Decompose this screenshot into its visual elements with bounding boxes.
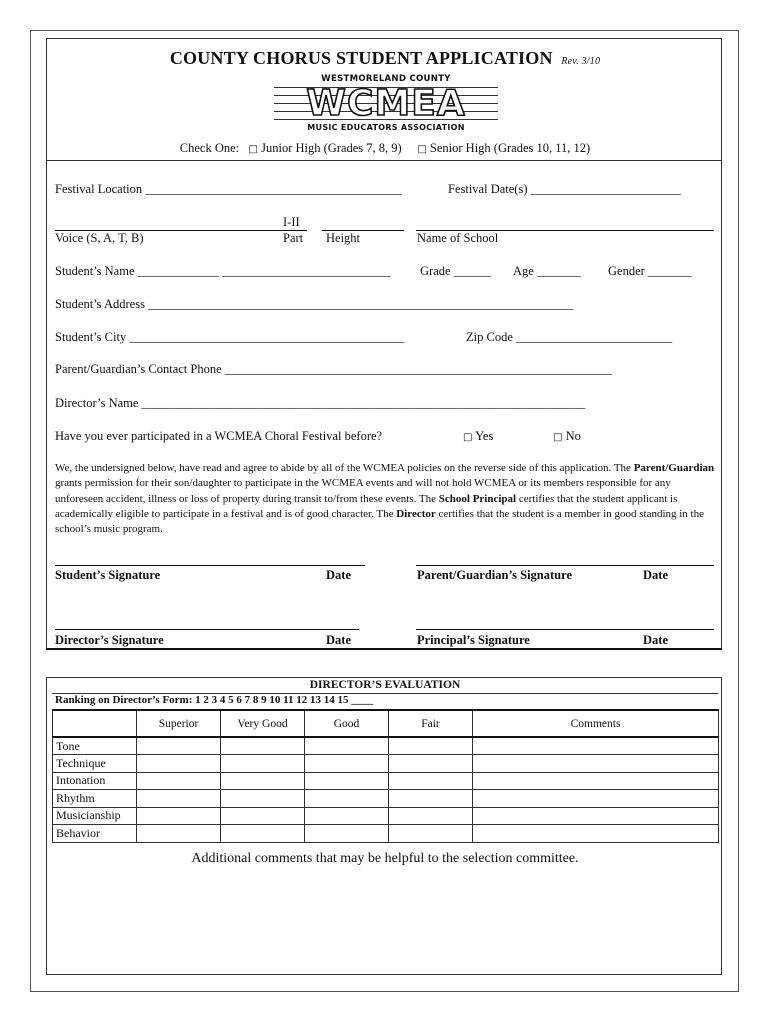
height-label: Height — [326, 231, 361, 245]
revision-label: Rev. 3/10 — [561, 56, 601, 67]
evaluation-table — [52, 709, 719, 843]
rating-cell[interactable] — [305, 772, 389, 790]
table-row — [53, 755, 719, 773]
rating-cell[interactable] — [137, 737, 221, 755]
rating-cell[interactable] — [305, 790, 389, 808]
rating-cell[interactable] — [221, 807, 305, 825]
rating-cell[interactable] — [221, 772, 305, 790]
rating-cell[interactable] — [137, 772, 221, 790]
row-label: Tone — [53, 737, 137, 755]
parent-signature-label: Parent/Guardian’s Signature — [417, 568, 572, 582]
no-option[interactable] — [553, 429, 581, 444]
rating-cell[interactable] — [389, 807, 473, 825]
parent-phone-field[interactable]: Parent/Guardian’s Contact Phone ______________________________________________________________ — [55, 362, 613, 376]
check-one-label: Check One: — [179, 141, 240, 155]
director-date-label: Date — [326, 633, 351, 647]
grade-field[interactable]: Grade ______ — [420, 264, 492, 278]
parent-date-label: Date — [643, 568, 668, 582]
rating-cell[interactable] — [221, 790, 305, 808]
title-text: COUNTY CHORUS STUDENT APPLICATION — [169, 48, 553, 68]
col-superior: Superior — [137, 710, 221, 737]
ranking-row[interactable]: Ranking on Director’s Form: 1 2 3 4 5 6 7 8 9 10 11 12 13 14 15 ____ — [55, 694, 374, 706]
junior-high-label: Junior High (Grades 7, 8, 9) — [261, 141, 402, 155]
col-comments: Comments — [473, 710, 719, 737]
junior-high-checkbox[interactable]: □ — [248, 144, 258, 155]
comment-cell[interactable] — [473, 772, 719, 790]
evaluation-header-row — [53, 710, 719, 737]
header-divider — [46, 160, 722, 161]
yes-label: Yes — [475, 429, 494, 443]
agreement-text-3: certifies that the student applicant is academically eligible to participate in a festival and is of good character. The — [55, 492, 678, 520]
festival-location-field[interactable]: Festival Location _________________________________________ — [55, 182, 402, 196]
rating-cell[interactable] — [221, 755, 305, 773]
senior-high-checkbox[interactable]: □ — [417, 144, 427, 155]
logo-bottom-text: MUSIC EDUCATORS ASSOCIATION — [307, 123, 465, 132]
city-field[interactable]: Student’s City ____________________________________________ — [55, 330, 405, 344]
rating-cell[interactable] — [221, 825, 305, 843]
rating-cell[interactable] — [305, 737, 389, 755]
row-header-blank — [53, 710, 137, 737]
table-row — [53, 790, 719, 808]
student-signature-line[interactable] — [55, 565, 365, 566]
agreement-text-4: certifies that the student is a member in good standing in the school’s music program. — [55, 507, 704, 536]
senior-high-label: Senior High (Grades 10, 11, 12) — [429, 141, 591, 155]
yes-option[interactable] — [463, 429, 493, 444]
comment-cell[interactable] — [473, 807, 719, 825]
row-label: Musicianship — [53, 807, 137, 825]
col-good: Good — [305, 710, 389, 737]
parent-signature-line[interactable] — [416, 565, 714, 566]
logo-main-text: WCMEA — [306, 83, 466, 124]
rating-cell[interactable] — [137, 790, 221, 808]
rating-cell[interactable] — [389, 772, 473, 790]
rating-cell[interactable] — [389, 825, 473, 843]
rating-cell[interactable] — [305, 825, 389, 843]
agreement-bold-principal: School Principal — [438, 492, 517, 505]
agreement-bold-parent: Parent/Guardian — [633, 462, 715, 474]
address-field[interactable]: Student’s Address ____________________________________________________________________ — [55, 297, 574, 311]
student-signature-label: Student’s Signature — [55, 568, 161, 582]
rating-cell[interactable] — [305, 807, 389, 825]
col-very-good: Very Good — [221, 710, 305, 737]
agreement-text-1: We, the undersigned below, have read and agree to abide by all of the WCMEA policies on the reverse side of this application. The — [55, 462, 634, 474]
table-row — [53, 825, 719, 843]
agreement-bold-director: Director — [396, 507, 436, 520]
participated-question: Have you ever participated in a WCMEA Choral Festival before? — [55, 429, 383, 443]
principal-signature-label: Principal’s Signature — [417, 633, 530, 647]
table-row — [53, 772, 719, 790]
row-label: Technique — [53, 755, 137, 773]
rating-cell[interactable] — [389, 755, 473, 773]
additional-comments-label[interactable]: Additional comments that may be helpful to the selection committee. — [191, 851, 579, 866]
comment-cell[interactable] — [473, 737, 719, 755]
rating-cell[interactable] — [137, 755, 221, 773]
table-row — [53, 737, 719, 755]
evaluation-title: DIRECTOR’S EVALUATION — [52, 679, 718, 694]
festival-dates-field[interactable]: Festival Date(s) ________________________ — [448, 182, 681, 196]
no-checkbox[interactable]: □ — [553, 432, 563, 443]
comment-cell[interactable] — [473, 755, 719, 773]
zip-field[interactable]: Zip Code _________________________ — [466, 330, 673, 344]
rating-cell[interactable] — [389, 737, 473, 755]
director-name-field[interactable]: Director’s Name _______________________________________________________________________ — [55, 396, 586, 410]
check-one-row — [0, 141, 770, 156]
rating-cell[interactable] — [389, 790, 473, 808]
age-field[interactable]: Age _______ — [513, 264, 581, 278]
director-signature-line[interactable] — [55, 629, 359, 630]
part-value: I-II — [283, 215, 300, 229]
logo-top-text: WESTMORELAND COUNTY — [321, 74, 451, 84]
voice-label: Voice (S, A, T, B) — [55, 231, 144, 245]
comment-cell[interactable] — [473, 825, 719, 843]
agreement-paragraph — [55, 461, 718, 537]
school-label: Name of School — [417, 231, 499, 245]
student-name-field[interactable]: Student’s Name _____________ ___________________________ — [55, 264, 391, 278]
row-label: Behavior — [53, 825, 137, 843]
student-date-label: Date — [326, 568, 351, 582]
table-row — [53, 807, 719, 825]
rating-cell[interactable] — [221, 737, 305, 755]
no-label: No — [565, 429, 581, 443]
form-title — [0, 48, 770, 69]
col-fair: Fair — [389, 710, 473, 737]
rating-cell[interactable] — [305, 755, 389, 773]
part-label: Part — [283, 231, 304, 245]
director-signature-label: Director’s Signature — [55, 633, 164, 647]
row-label: Rhythm — [53, 790, 137, 808]
rating-cell[interactable] — [137, 825, 221, 843]
agreement-text-2: grants permission for their son/daughter to participate in the WCMEA events and will not hold WCMEA or its members responsible for any unforeseen accident, illness or loss of property during transit to/from these events. The — [55, 477, 671, 505]
rating-cell[interactable] — [137, 807, 221, 825]
comment-cell[interactable] — [473, 790, 719, 808]
principal-signature-line[interactable] — [416, 629, 714, 630]
principal-date-label: Date — [643, 633, 668, 647]
wcmea-logo — [270, 74, 502, 138]
gender-field[interactable]: Gender _______ — [608, 264, 692, 278]
yes-checkbox[interactable]: □ — [463, 432, 473, 443]
row-label: Intonation — [53, 772, 137, 790]
